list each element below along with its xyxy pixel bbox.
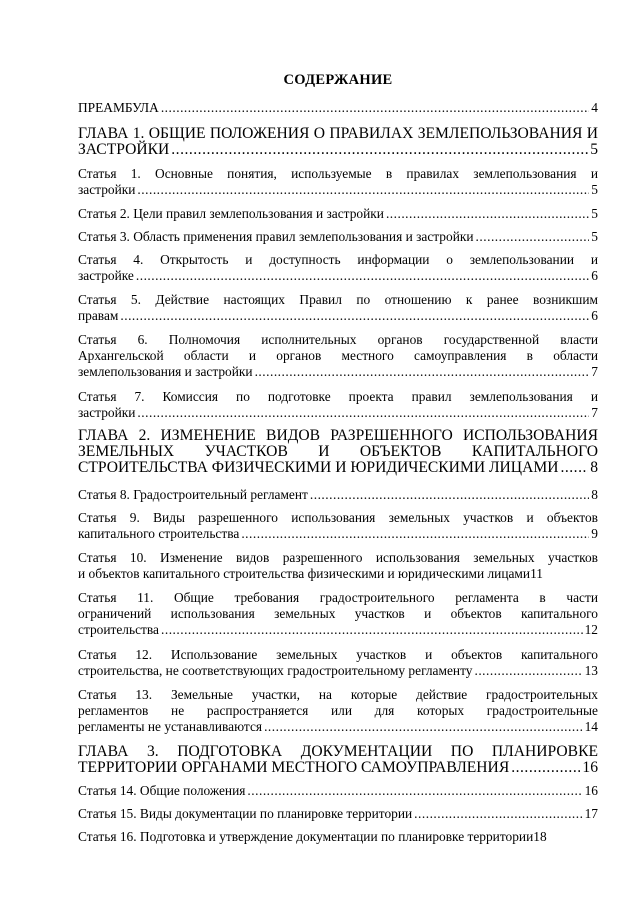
toc-page-number: 9 [591,526,598,541]
toc-dot-leader [560,460,588,476]
toc-dot-leader [120,308,589,324]
toc-leader-row [78,100,598,116]
toc-entry-text [78,783,598,799]
toc-page-number: 13 [584,663,598,678]
toc-leader-row [78,829,598,845]
toc-article-entry[interactable] [78,206,598,222]
toc-entry-line: Статья 12. Использование земельных участков и объектов капитального [78,647,598,662]
toc-entry-last-line: застройки [78,182,136,197]
toc-leader-row [78,308,598,324]
toc-leader-row [78,566,598,582]
toc-article-entry[interactable] [78,166,598,198]
toc-entry-line: Статья 5. Действие настоящих Правил по отношению к ранее возникшим [78,292,598,307]
toc-page-number: 6 [591,308,598,323]
toc-entry-text [78,252,598,284]
toc-entry-last-line: строительства [78,622,159,637]
toc-entry-line: Статья 11. Общие требования градостроительного регламента в части [78,590,598,605]
toc-leader-row [78,663,598,679]
toc-entry-line: регламентов не распространяется или для которых градостроительные [78,703,598,718]
toc-entry-text [78,332,598,380]
toc-article-entry[interactable] [78,590,598,638]
toc-page-number: 4 [591,100,598,115]
toc-leader-row [78,760,598,776]
toc-dot-leader [137,405,589,421]
toc-page-number: 5 [591,182,598,197]
toc-entry-last-line: правам [78,308,119,323]
toc-entry-line: ограничений использования земельных участков и объектов капитального [78,606,598,621]
toc-entry-last-line: СТРОИТЕЛЬСТВА ФИЗИЧЕСКИМИ И ЮРИДИЧЕСКИМИ ЛИЦАМИ [78,459,559,476]
toc-dot-leader [171,142,588,158]
toc-entry-text [78,428,598,476]
toc-entry-line: ГЛАВА 3. ПОДГОТОВКА ДОКУМЕНТАЦИИ ПО ПЛАНИРОВКЕ [78,743,598,760]
toc-page-number: 7 [591,364,598,379]
toc-entry-line: ГЛАВА 1. ОБЩИЕ ПОЛОЖЕНИЯ О ПРАВИЛАХ ЗЕМЛЕПОЛЬЗОВАНИЯ И [78,125,598,142]
toc-leader-row [78,229,598,245]
toc-entry-text [78,744,598,776]
toc-leader-row [78,622,598,638]
toc-leader-row [78,526,598,542]
toc-dot-leader [310,487,589,503]
toc-page-number: 16 [582,759,598,776]
toc-entry-last-line: ТЕРРИТОРИИ ОРГАНАМИ МЕСТНОГО САМОУПРАВЛЕНИЯ [78,759,510,776]
toc-leader-row [78,182,598,198]
toc-chapter-entry[interactable] [78,428,598,476]
toc-entry-text [78,206,598,222]
toc-entry-last-line: и объектов капитального строительства физическими и юридическими лицами [78,566,531,581]
toc-entry-last-line: ЗАСТРОЙКИ [78,141,170,158]
toc-entry-text [78,166,598,198]
toc-entry-line: Статья 9. Виды разрешенного использования земельных участков и объектов [78,510,598,525]
toc-dot-leader [136,268,589,284]
toc-leader-row [78,719,598,735]
toc-article-entry[interactable] [78,487,598,503]
toc-page-number: 7 [591,405,598,420]
toc-entry-text [78,550,598,582]
toc-entry-last-line: Статья 14. Общие положения [78,783,246,798]
toc-entry-text [78,806,598,822]
toc-chapter-entry[interactable] [78,744,598,776]
toc-page-number: 11 [530,566,543,581]
toc-page-number: 18 [533,829,547,844]
toc-entry-line: Статья 6. Полномочия исполнительных органов государственной власти [78,332,598,347]
toc-leader-row [78,364,598,380]
toc-dot-leader [476,229,590,245]
toc-entry-text [78,829,598,845]
toc-dot-leader [247,783,582,799]
toc-article-entry[interactable] [78,687,598,735]
toc-dot-leader [386,206,589,222]
toc-article-entry[interactable] [78,829,598,845]
toc-article-entry[interactable] [78,252,598,284]
toc-entry-line: ЗЕМЕЛЬНЫХ УЧАСТКОВ И ОБЪЕКТОВ КАПИТАЛЬНОГО [78,443,598,460]
toc-entry-line: Статья 1. Основные понятия, используемые в правилах землепользования и [78,166,598,181]
toc-page-number: 8 [591,487,598,502]
toc-dot-leader [264,719,583,735]
toc-dot-leader [255,364,590,380]
toc-entry-line: Архангельской области и органов местного самоуправления в области [78,348,598,363]
toc-page-number: 6 [591,268,598,283]
toc-entry-line: Статья 7. Комиссия по подготовке проекта правил землепользования и [78,389,598,404]
toc-page-number: 5 [590,141,598,158]
toc-article-entry[interactable] [78,783,598,799]
toc-entry-line: Статья 10. Изменение видов разрешенного использования земельных участков [78,550,598,565]
toc-page-number: 14 [584,719,598,734]
toc-dot-leader [161,622,583,638]
toc-chapter-entry[interactable] [78,126,598,158]
toc-entry-text [78,229,598,245]
toc-leader-row [78,460,598,476]
toc-leader-row [78,206,598,222]
toc-dot-leader [137,182,589,198]
toc-entry-text [78,647,598,679]
toc-entry-line: ГЛАВА 2. ИЗМЕНЕНИЕ ВИДОВ РАЗРЕШЕННОГО ИСПОЛЬЗОВАНИЯ [78,427,598,444]
toc-entry-last-line: застройки [78,405,136,420]
toc-entry-last-line: Статья 15. Виды документации по планировке территории [78,806,413,821]
toc-entry-text [78,487,598,503]
toc-entry-text [78,510,598,542]
toc-article-entry[interactable] [78,647,598,679]
toc-entry-text [78,687,598,735]
toc-dot-leader [474,663,582,679]
toc-leader-row [78,268,598,284]
toc-leader-row [78,142,598,158]
toc-page-number: 17 [584,806,598,821]
toc-entry-text [78,389,598,421]
toc-article-entry[interactable] [78,510,598,542]
toc-entry-line: Статья 13. Земельные участки, на которые действие градостроительных [78,687,598,702]
toc-entry-last-line: капитального строительства [78,526,240,541]
toc-entry-line: Статья 4. Открытость и доступность информации о землепользовании и [78,252,598,267]
toc-article-entry[interactable] [78,550,598,582]
toc-entry-last-line: землепользования и застройки [78,364,253,379]
toc-article-entry[interactable] [78,292,598,324]
toc-entry-last-line: Статья 3. Область применения правил землепользования и застройки [78,229,474,244]
toc-page-number: 5 [591,206,598,221]
toc-dot-leader [414,806,582,822]
toc-article-entry[interactable] [78,332,598,380]
toc-leader-row [78,783,598,799]
toc-entry-text [78,292,598,324]
toc-page-number: 8 [590,459,598,476]
toc-page-number: 5 [591,229,598,244]
toc-article-entry[interactable] [78,100,598,116]
toc-article-entry[interactable] [78,806,598,822]
toc-page-number: 16 [584,783,598,798]
toc-leader-row [78,806,598,822]
toc-entry-last-line: Статья 16. Подготовка и утверждение документации по планировке территории [78,829,534,844]
toc-dot-leader [161,100,589,116]
toc-dot-leader [511,760,580,776]
toc-leader-row [78,487,598,503]
toc-entry-last-line: Статья 2. Цели правил землепользования и застройки [78,206,384,221]
toc-page-number: 12 [584,622,598,637]
toc-entry-last-line: Статья 8. Градостроительный регламент [78,487,308,502]
toc-leader-row [78,405,598,421]
toc-entry-text [78,590,598,638]
toc-entry-last-line: ПРЕАМБУЛА [78,100,159,115]
toc-entry-last-line: строительства, не соответствующих градостроительному регламенту [78,663,473,678]
toc-entry-text [78,100,598,116]
toc-article-entry[interactable] [78,389,598,421]
toc-title: СОДЕРЖАНИЕ [283,72,393,88]
toc-dot-leader [241,526,589,542]
toc-entry-text [78,126,598,158]
toc-entry-last-line: застройке [78,268,134,283]
toc-entry-last-line: регламенты не устанавливаются [78,719,263,734]
toc-article-entry[interactable] [78,229,598,245]
